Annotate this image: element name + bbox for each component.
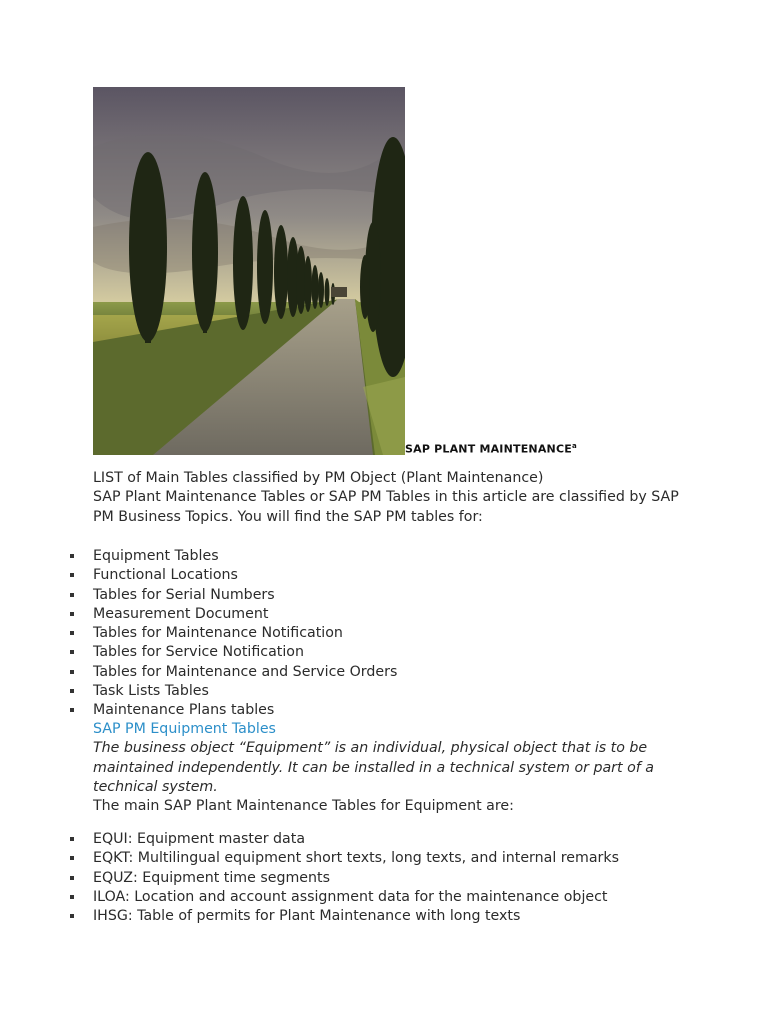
list-item: Equipment Tables	[0, 547, 700, 566]
list-item: Maintenance Plans tables	[0, 701, 700, 720]
list-item: EQKT: Multilingual equipment short texts, long texts, and internal remarks	[0, 849, 700, 868]
intro-block	[93, 469, 683, 527]
list-item: ILOA: Location and account assignment data for the maintenance object	[0, 888, 700, 907]
square-bullet-icon	[70, 670, 74, 674]
equipment-section	[93, 720, 683, 816]
list-item: Tables for Serial Numbers	[0, 586, 700, 605]
square-bullet-icon	[70, 689, 74, 693]
equipment-lead: The main SAP Plant Maintenance Tables for Equipment are:	[93, 798, 514, 815]
list-item: EQUI: Equipment master data	[0, 830, 700, 849]
cypress-road-photo	[93, 87, 405, 455]
square-bullet-icon	[70, 837, 74, 841]
equipment-tables-list	[0, 830, 700, 926]
list-item: Tables for Service Notification	[0, 643, 700, 662]
square-bullet-icon	[70, 708, 74, 712]
square-bullet-icon	[70, 631, 74, 635]
list-item: Tables for Maintenance Notification	[0, 624, 700, 643]
square-bullet-icon	[70, 914, 74, 918]
caption-mark: a	[571, 442, 577, 450]
list-item: Functional Locations	[0, 566, 700, 585]
intro-paragraph: SAP Plant Maintenance Tables or SAP PM Tables in this article are classified by SAP PM Business Topics. You will find the SAP PM tables for:	[93, 489, 679, 525]
square-bullet-icon	[70, 650, 74, 654]
square-bullet-icon	[70, 593, 74, 597]
square-bullet-icon	[70, 876, 74, 880]
square-bullet-icon	[70, 856, 74, 860]
square-bullet-icon	[70, 612, 74, 616]
list-item: EQUZ: Equipment time segments	[0, 869, 700, 888]
list-item: IHSG: Table of permits for Plant Maintenance with long texts	[0, 907, 700, 926]
square-bullet-icon	[70, 895, 74, 899]
list-item: Tables for Maintenance and Service Orders	[0, 663, 700, 682]
square-bullet-icon	[70, 554, 74, 558]
topics-list	[0, 547, 700, 721]
equipment-description: The business object “Equipment” is an individual, physical object that is to be maintained independently. It can be installed in a technical system or part of a technical system.	[93, 740, 654, 795]
equipment-tables-link[interactable]: SAP PM Equipment Tables	[93, 721, 276, 737]
list-item: Task Lists Tables	[0, 682, 700, 701]
photo-caption	[405, 442, 577, 456]
square-bullet-icon	[70, 573, 74, 577]
list-item: Measurement Document	[0, 605, 700, 624]
caption-text: SAP PLANT MAINTENANCE	[405, 442, 572, 456]
document-heading: LIST of Main Tables classified by PM Object (Plant Maintenance)	[93, 470, 544, 486]
